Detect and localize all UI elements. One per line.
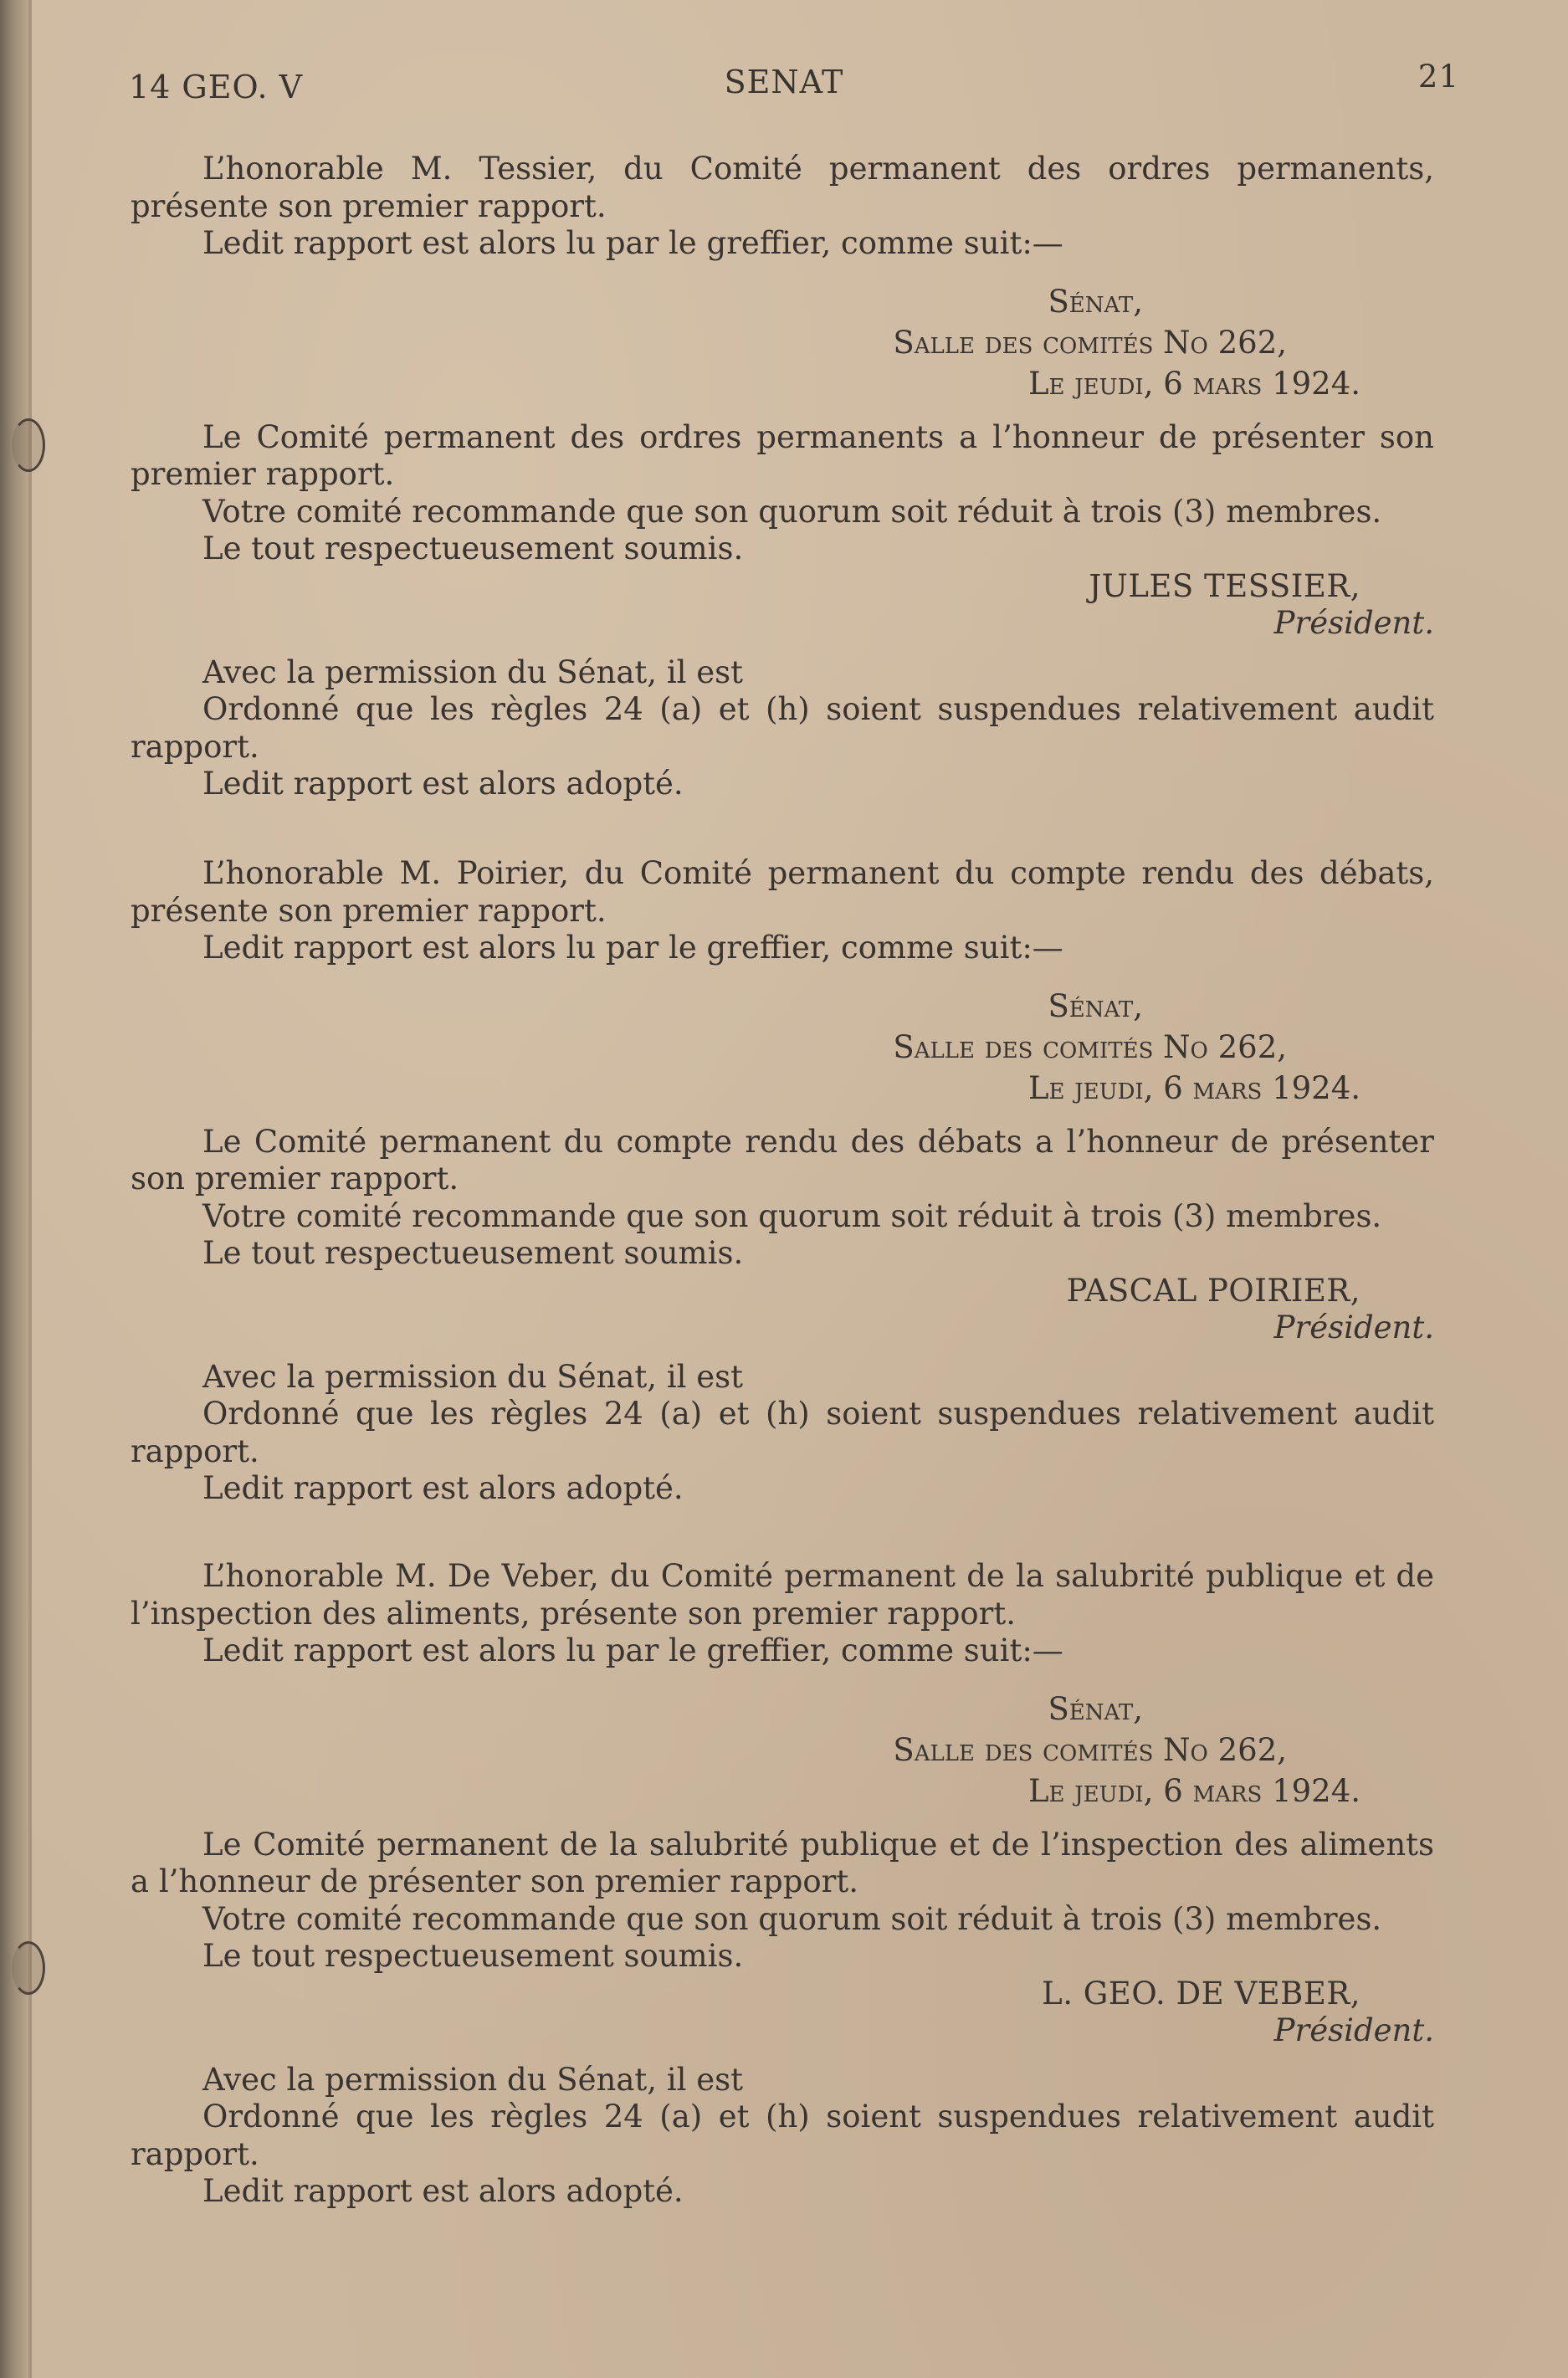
report-paragraph: Le Comité permanent du compte rendu des débats a l’honneur de présenter son premier rapport. — [131, 1123, 1434, 1197]
permission-paragraph: Avec la permission du Sénat, il est — [202, 1358, 744, 1395]
report-section-3 — [131, 1558, 1434, 2211]
report-heading — [131, 1689, 1434, 1812]
intro-paragraph: L’honorable M. De Veber, du Comité permanent de la salubrité publique et de l’inspection des aliments, présente son premier rapport. — [131, 1558, 1434, 1632]
punch-hole-bottom — [12, 1941, 45, 1995]
adopted-paragraph: Ledit rapport est alors adopté. — [202, 1470, 684, 1506]
read-paragraph: Ledit rapport est alors lu par le greffier, comme suit:— — [202, 930, 1063, 966]
signer-title: Président. — [1273, 605, 1434, 641]
heading-date — [131, 363, 1360, 404]
heading-room: Salle des comités No 262, — [893, 1028, 1287, 1065]
heading-senate: Sénat, — [1048, 1690, 1143, 1727]
report-section-1 — [131, 151, 1434, 803]
read-paragraph: Ledit rapport est alors lu par le greffier, comme suit:— — [202, 225, 1063, 261]
punch-hole-top — [12, 418, 45, 472]
report-heading — [131, 986, 1434, 1109]
adopted-paragraph: Ledit rapport est alors adopté. — [202, 766, 684, 802]
submitted-paragraph: Le tout respectueusement soumis. — [202, 1938, 744, 1974]
order-paragraph: Ordonné que les règles 24 (a) et (h) soient suspendues relativement audit rapport. — [131, 1396, 1434, 1469]
page-number: 21 — [1417, 59, 1459, 95]
report-section-2 — [131, 855, 1434, 1508]
signer-name: JULES TESSIER, — [1089, 567, 1360, 604]
heading-senate: Sénat, — [1048, 283, 1143, 320]
running-header — [126, 59, 1459, 105]
report-paragraph: Le Comité permanent des ordres permanents a l’honneur de présenter son premier rapport. — [131, 418, 1434, 492]
signer-title: Président. — [1273, 2012, 1434, 2048]
order-paragraph: Ordonné que les règles 24 (a) et (h) soient suspendues relativement audit rapport. — [131, 2099, 1434, 2172]
heading-date-text: Le jeudi, 6 mars 1924. — [1027, 1772, 1360, 1809]
permission-paragraph: Avec la permission du Sénat, il est — [202, 2061, 744, 2098]
recommend-paragraph: Votre comité recommande que son quorum soit réduit à trois (3) membres. — [202, 1197, 1382, 1234]
regnal-year: 14 GEO. V — [129, 69, 304, 105]
read-paragraph: Ledit rapport est alors lu par le greffier, comme suit:— — [202, 1632, 1063, 1668]
signer-title: Président. — [1273, 1309, 1434, 1345]
recommend-paragraph: Votre comité recommande que son quorum soit réduit à trois (3) membres. — [202, 1900, 1382, 1937]
report-heading — [131, 281, 1434, 404]
heading-date — [131, 1771, 1360, 1812]
book-binding-edge — [0, 0, 28, 2378]
intro-paragraph: L’honorable M. Tessier, du Comité permanent des ordres permanents, présente son premier rapport. — [131, 151, 1434, 224]
heading-date — [131, 1068, 1360, 1109]
permission-paragraph: Avec la permission du Sénat, il est — [202, 653, 744, 690]
journal-title: SENAT — [724, 64, 844, 100]
recommend-paragraph: Votre comité recommande que son quorum soit réduit à trois (3) membres. — [202, 493, 1382, 530]
heading-senate: Sénat, — [1048, 987, 1143, 1024]
report-paragraph: Le Comité permanent de la salubrité publique et de l’inspection des aliments a l’honneur de présenter son premier rapport. — [131, 1826, 1434, 1899]
signer-name: L. GEO. DE VEBER, — [1042, 1975, 1360, 2012]
adopted-paragraph: Ledit rapport est alors adopté. — [202, 2173, 684, 2209]
heading-date-text: Le jeudi, 6 mars 1924. — [1027, 365, 1360, 402]
signer-name: PASCAL POIRIER, — [1066, 1272, 1360, 1309]
heading-room: Salle des comités No 262, — [893, 1731, 1287, 1768]
heading-date-text: Le jeudi, 6 mars 1924. — [1027, 1069, 1360, 1106]
submitted-paragraph: Le tout respectueusement soumis. — [202, 530, 744, 566]
binding-fold-line — [28, 0, 32, 2378]
intro-paragraph: L’honorable M. Poirier, du Comité permanent du compte rendu des débats, présente son premier rapport. — [131, 855, 1434, 929]
order-paragraph: Ordonné que les règles 24 (a) et (h) soient suspendues relativement audit rapport. — [131, 691, 1434, 765]
heading-room: Salle des comités No 262, — [893, 324, 1287, 361]
submitted-paragraph: Le tout respectueusement soumis. — [202, 1235, 744, 1271]
